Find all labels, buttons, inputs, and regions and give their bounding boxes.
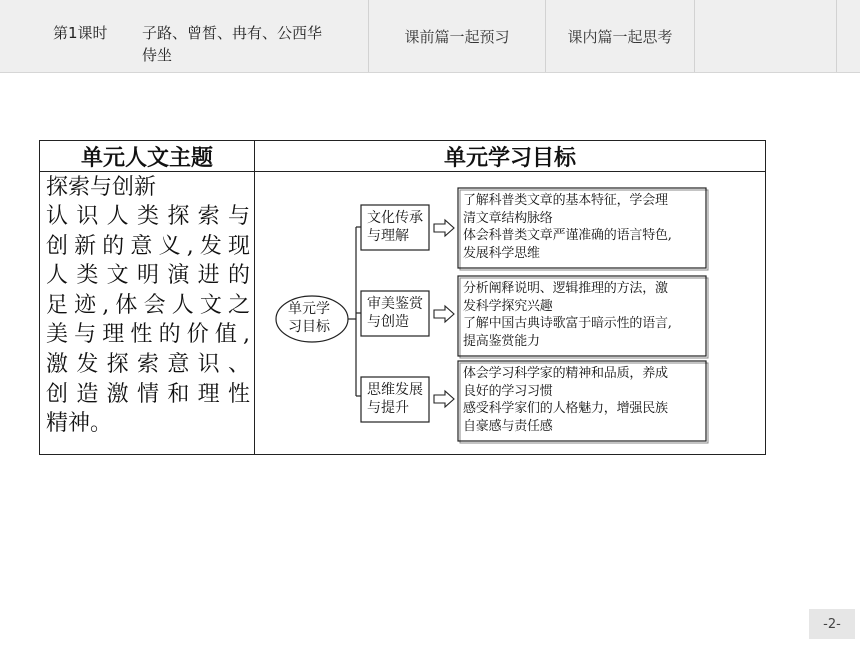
root-label-line: 单元学 (288, 301, 330, 317)
unit-table (39, 140, 766, 455)
branch-label-line: 与创造 (367, 314, 409, 330)
goal-line: 了解中国古典诗歌富于暗示性的语言, (463, 316, 672, 331)
branch-label-line: 与提升 (367, 400, 409, 416)
theme-line: 精神。 (46, 411, 113, 437)
header-learning-goals: 单元学习目标 (443, 144, 576, 171)
goal-line: 清文章结构脉络 (463, 210, 553, 226)
arrow-icon (434, 220, 454, 236)
goal-line: 发展科学思维 (463, 245, 540, 261)
goal-line: 了解科普类文章的基本特征，学会理 (463, 193, 668, 208)
tab-empty[interactable] (837, 0, 860, 72)
branch-label-line: 审美鉴赏 (367, 296, 423, 312)
header-humanistic-theme: 单元人文主题 (80, 144, 213, 171)
tab-empty[interactable] (695, 0, 837, 72)
branch-label-thinking (367, 381, 423, 417)
branch-label-aesthetic (367, 295, 423, 331)
goal-line: 发科学探究兴趣 (463, 298, 553, 314)
theme-line: 创新的意义,发现 (46, 233, 250, 259)
theme-line: 美与理性的价值, (46, 322, 250, 348)
theme-line: 认识人类探索与 (46, 204, 250, 229)
branch-label-line: 文化传承 (367, 210, 423, 226)
goal-text-culture (463, 192, 705, 262)
branch-label-line: 与理解 (367, 228, 409, 244)
goal-line: 提高鉴赏能力 (463, 333, 540, 349)
top-nav-bar (0, 0, 860, 73)
goal-text-thinking (463, 365, 705, 435)
tab-inclass-label: 课内篇一起思考 (567, 27, 673, 46)
page-number: -2- (809, 609, 855, 639)
theme-line: 足迹,体会人文之 (46, 292, 250, 318)
theme-name: 探索与创新 (46, 175, 157, 200)
goal-line: 感受科学家们的人格魅力，增强民族 (463, 401, 668, 416)
theme-line: 激发探索意识、 (46, 351, 250, 377)
lesson-title: 子路、曾皙、冉有、公西华侍坐 (142, 24, 323, 64)
arrow-icon (434, 306, 454, 322)
tab-preview[interactable] (369, 0, 546, 72)
lesson-number: 第1课时 (53, 24, 108, 42)
branch-label-line: 思维发展 (367, 382, 423, 398)
goal-line: 自豪感与责任感 (463, 418, 553, 434)
root-label (288, 300, 330, 336)
branch-label-culture (367, 209, 423, 245)
tab-inclass[interactable] (546, 0, 695, 72)
goal-text-aesthetic (463, 280, 705, 350)
goal-line: 体会学习科学家的精神和品质，养成 (463, 366, 668, 381)
root-label-line: 习目标 (288, 319, 330, 335)
goal-line: 分析阐释说明、逻辑推理的方法，激 (463, 281, 668, 296)
tab-preview-label: 课前篇一起预习 (404, 27, 510, 46)
tab-lesson[interactable] (0, 0, 369, 72)
theme-line: 创造激情和理性 (46, 381, 250, 407)
theme-line: 人类文明演进的 (46, 263, 250, 289)
goal-line: 良好的学习习惯 (463, 383, 553, 399)
goal-line: 体会科普类文章严谨准确的语言特色, (463, 228, 672, 243)
arrow-icon (434, 391, 454, 407)
